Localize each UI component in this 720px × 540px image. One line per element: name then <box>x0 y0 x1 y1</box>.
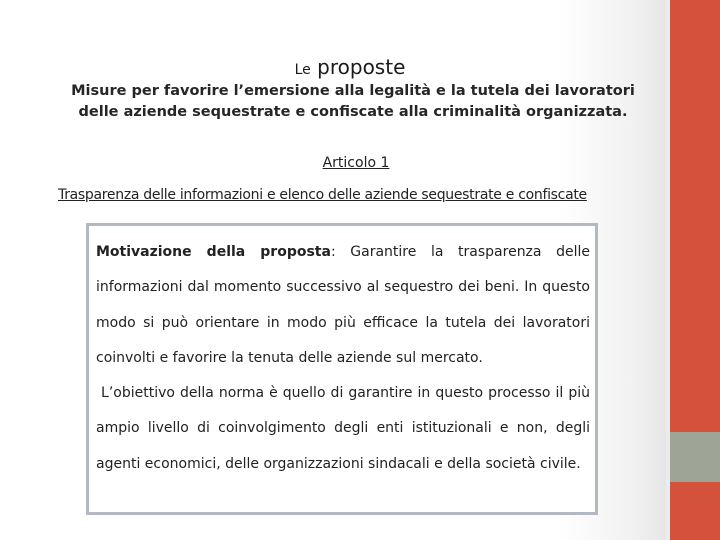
slide-subtitle: Misure per favorire l’emersione alla legalità e la tutela dei lavoratori delle aziende sequestrate e confiscate alla criminalità organizzata. <box>71 83 635 120</box>
slide-title <box>0 55 700 79</box>
motivation-body: : Garantire la trasparenza delle informazioni dal momento successivo al sequestro dei beni. In questo modo si può orientare in modo più efficace la tutela dei lavoratori coinvolti e favorire la tenuta delle aziende sul mercato. <box>96 244 590 366</box>
title-main: proposte <box>317 55 406 79</box>
article-title: Trasparenza delle informazioni e elenco delle aziende sequestrate e confiscate <box>58 187 587 203</box>
objective-body: L’obiettivo della norma è quello di garantire in questo processo il più ampio livello di coinvolgimento degli enti istituzionali e non, degli agenti economici, delle organizzazioni sindacali e della società civile. <box>96 385 590 472</box>
motivation-paragraph-2 <box>96 376 590 482</box>
accent-bar-red-bottom <box>670 482 720 540</box>
accent-bar-gray <box>670 432 720 482</box>
motivation-paragraph-1 <box>96 235 590 376</box>
motivation-label: Motivazione della proposta <box>96 244 331 260</box>
motivation-text <box>96 235 590 482</box>
motivation-box <box>86 223 598 515</box>
article-label: Articolo 1 <box>322 155 390 171</box>
title-prefix: Le <box>294 62 311 78</box>
